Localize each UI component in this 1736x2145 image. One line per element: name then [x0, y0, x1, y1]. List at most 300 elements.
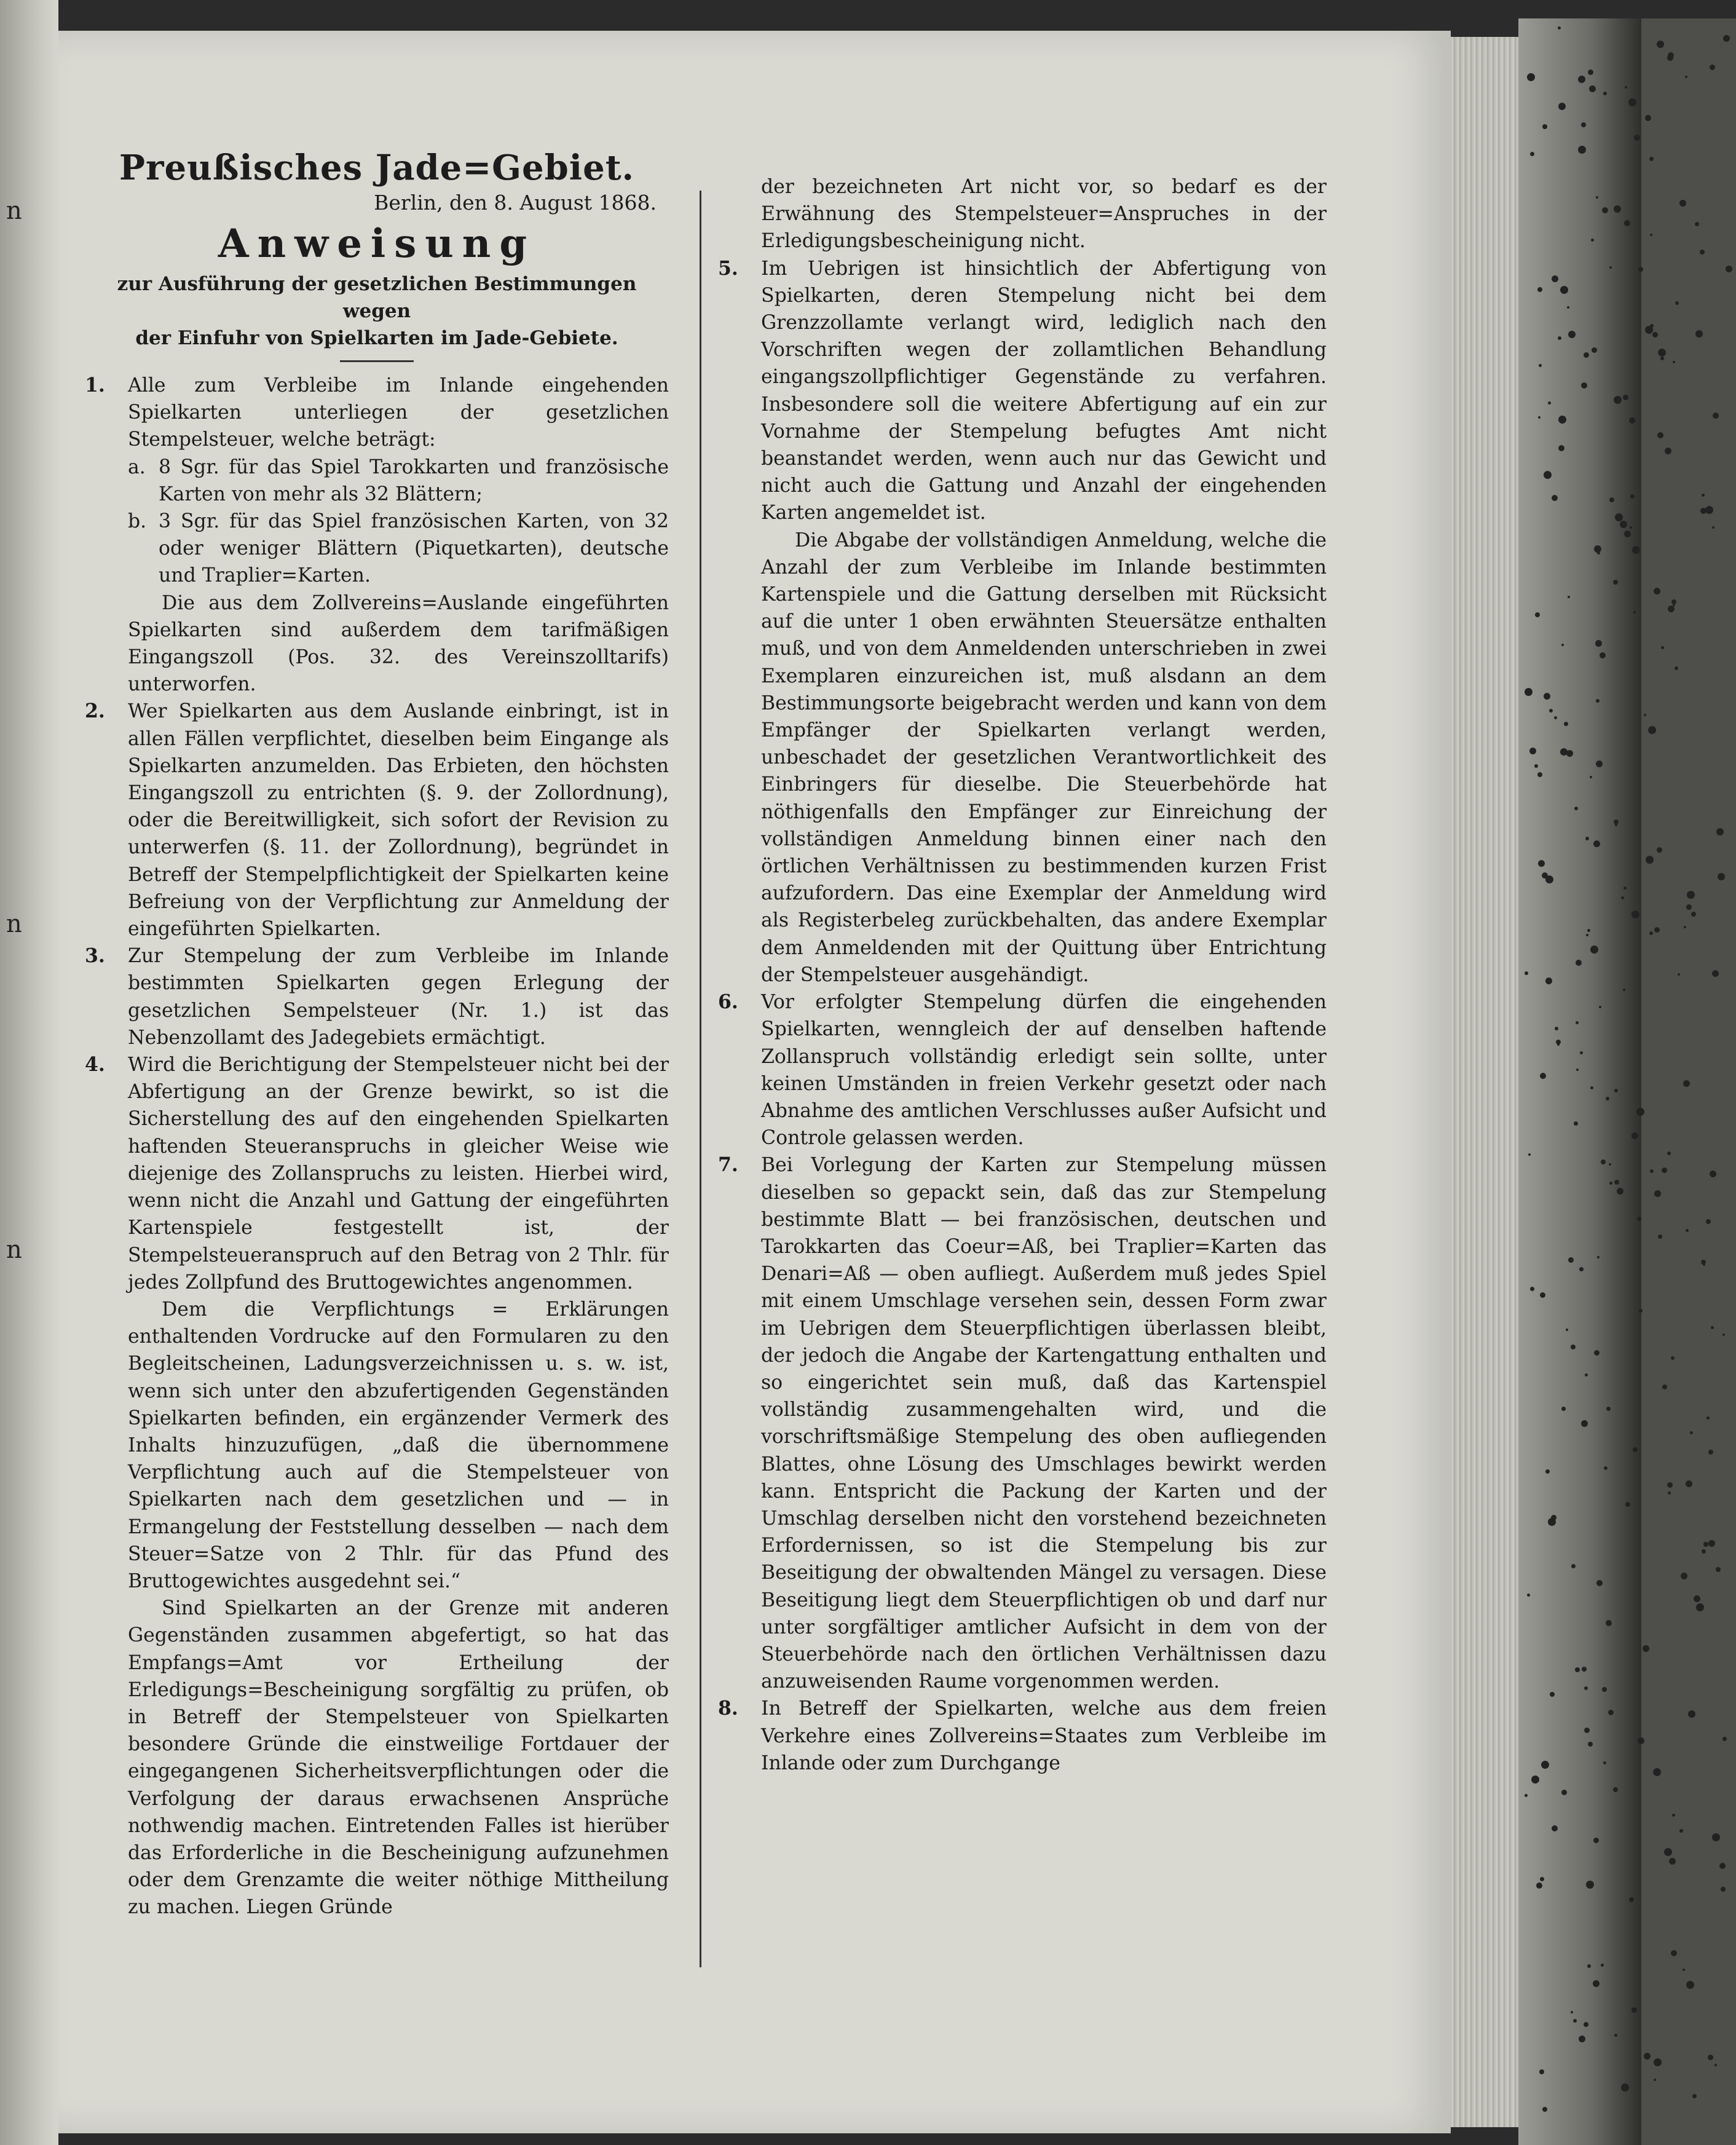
cover-speck [1581, 122, 1586, 127]
cover-speck [1614, 1089, 1618, 1092]
paragraph: Sind Spielkarten an der Grenze mit anderen Gegenständen zusammen abgefertigt, so hat das Empfangs=Amt vor Ertheilung der Erledigungs=Bescheinigung sorgfältig zu prüfen, ob in Betreff der Stempelsteuer von Spielkarten besondere Gründe die einstweilige Fortdauer der eingegangenen Sicherheitsverpflichtungen oder die Verfolgung der daraus erwachsenen Ansprüche nothwendig machen. Eintretenden Falles ist hierüber das Erforderliche in die Bescheinigung aufzunehmen oder dem Grenzamte die weiter nöthige Mittheilung zu machen. Liegen Gründe [128, 1597, 669, 1919]
cover-speck [1599, 1006, 1601, 1008]
cover-speck [1596, 1580, 1603, 1586]
right-column [718, 173, 1327, 1777]
cover-speck [1716, 828, 1724, 835]
cover-speck [1672, 1814, 1675, 1817]
subsection-letter: b. [128, 510, 147, 533]
cover-speck [1581, 1420, 1588, 1427]
section-number: 7. [718, 1153, 738, 1177]
cover-speck [1634, 135, 1640, 141]
cover-speck [1584, 1686, 1588, 1690]
cover-speck [1576, 960, 1582, 966]
cover-speck [1687, 891, 1695, 899]
cover-speck [1593, 1980, 1600, 1987]
cover-speck [1667, 55, 1673, 61]
column-divider [700, 191, 701, 1967]
cover-speck [1558, 103, 1566, 110]
cover-speck [1578, 76, 1585, 83]
cover-speck [1584, 352, 1589, 358]
cover-speck [1575, 1667, 1580, 1672]
cover-speck [1596, 699, 1600, 703]
cover-speck [1593, 1838, 1599, 1843]
cover-speck [1708, 1540, 1715, 1547]
cover-speck [1646, 856, 1654, 864]
cover-speck [1624, 887, 1627, 890]
cover-speck [1582, 1667, 1587, 1672]
cover-speck [1700, 250, 1705, 255]
cover-speck [1568, 596, 1570, 598]
cover-speck [1633, 611, 1636, 614]
cover-speck [1630, 526, 1632, 529]
cover-speck [1530, 152, 1534, 156]
cover-speck [1644, 714, 1646, 716]
cover-speck [1648, 726, 1656, 734]
cover-speck [1538, 860, 1545, 867]
cover-speck [1706, 1219, 1711, 1224]
cover-speck [1658, 1234, 1662, 1239]
section-text: Zur Stempelung der zum Verbleibe im Inlande bestimmten Spielkarten gegen Erlegung der gesetzlichen Sempelsteuer (Nr. 1.) ist das Nebenzollamt des Jadegebiets ermächtigt. [128, 945, 669, 1049]
cover-speck [1548, 401, 1551, 405]
cover-speck [1660, 357, 1664, 360]
cover-speck [1586, 1881, 1594, 1889]
cover-speck [1603, 1761, 1606, 1764]
heading-rule [340, 360, 414, 362]
cover-speck [1579, 1267, 1584, 1271]
cover-speck [1692, 2094, 1697, 2098]
cover-speck [1585, 837, 1589, 840]
cover-speck [1623, 989, 1625, 991]
cover-speck [1654, 2079, 1656, 2081]
cover-speck [1586, 934, 1588, 936]
cover-speck [1576, 1021, 1579, 1024]
cover-speck [1683, 1080, 1690, 1087]
cover-speck [1657, 41, 1664, 48]
cover-speck [1568, 331, 1576, 338]
cover-speck [1691, 912, 1696, 917]
document-heading: Anweisung [218, 221, 536, 267]
cover-speck [1686, 1981, 1694, 1989]
cover-speck [1705, 506, 1713, 514]
cover-speck [1578, 146, 1586, 154]
cover-speck [1636, 1108, 1644, 1116]
section-text: Bei Vorlegung der Karten zur Stempelung müssen dieselben so gepackt sein, daß das zur Stempelung bestimmte Blatt — bei französischen, deutschen und Tarokkarten das Coeur=Aß, bei Traplier=Karten das Denari=Aß — oben aufliegt. Außerdem muß jedes Spiel mit einem Umschlage versehen sein, dessen Form zwar im Uebrigen dem Steuerpflichtigen überlassen bleibt, der jedoch die Angabe der Kartengattung enthalten und so eingerichtet sein muß, daß das Kartenspiel vollständig zusammengehalten wird, und die vorschriftsmäßige Stempelung des oben aufliegenden Blattes, ohne Lösung des Umschlages bewirkt werden kann. Entspricht die Packung der Karten und der Umschlag derselben nicht den vorstehend bezeichneten Erfordernissen, so ist die Stempelung bis zur Beseitigung der obwaltenden Mängel zu versagen. Diese Beseitigung liegt dem Steuerpflichtigen ob und darf nur unter sorgfältiger amtlicher Aufsicht in dem von der Steuerbehörde nach den örtlichen Verhältnissen dazu anzuweisenden Raume vorgenommen werden. [761, 1154, 1327, 1693]
cover-speck [1602, 1687, 1607, 1692]
cover-speck [1638, 267, 1643, 272]
cover-speck [1714, 2064, 1717, 2066]
section-number: 5. [718, 256, 738, 280]
cover-speck [1560, 286, 1568, 294]
left-column [85, 148, 669, 1921]
cover-speck [1614, 2034, 1617, 2037]
cover-speck [1567, 306, 1569, 309]
cover-speck [1671, 1950, 1677, 1956]
cover-speck [1609, 497, 1614, 502]
cover-speck [1625, 1502, 1630, 1507]
cover-speck [1614, 396, 1622, 404]
cover-speck [1538, 416, 1541, 419]
cover-speck [1686, 1480, 1692, 1487]
cover-speck [1684, 926, 1686, 928]
subsection-a [128, 454, 669, 508]
cover-speck [1719, 1863, 1726, 1869]
cover-speck [1681, 1573, 1687, 1579]
left-page-margin [0, 0, 58, 2145]
cover-speck [1576, 1069, 1579, 1071]
cover-speck [1653, 1768, 1661, 1776]
section-6 [718, 989, 1327, 1152]
cover-speck [1621, 2084, 1629, 2092]
section-text: Wird die Berichtigung der Stempelsteuer nicht bei der Abfertigung an der Grenze bewirkt, so ist die Sicherstellung des auf den eingehenden Spielkarten haftenden Steueranspruchs in gleicher Weise wie diejenige des Zollanspruchs zu leisten. Hierbei wird, wenn nicht die Anzahl und Gattung der eingeführten Kartenspiele festgestellt ist, der Stempelsteueranspruch auf den Betrag von 2 Thlr. für jedes Zollpfund des Bruttogewichtes angenommen. [128, 1054, 669, 1294]
cover-speck [1587, 1964, 1591, 1968]
cover-speck [1589, 85, 1596, 92]
section-1 [85, 372, 669, 590]
cover-speck [1529, 748, 1536, 754]
cover-speck [1568, 1257, 1574, 1263]
cover-speck [1637, 1217, 1641, 1221]
cover-speck [1721, 1887, 1726, 1892]
cover-speck [1695, 222, 1699, 226]
cover-speck [1561, 1407, 1566, 1411]
cover-speck [1629, 417, 1635, 424]
cover-speck [1585, 1373, 1588, 1377]
cover-speck [1606, 1620, 1612, 1626]
cover-speck [1558, 26, 1561, 30]
section-3 [85, 942, 669, 1051]
continuation-paragraph: der bezeichneten Art nicht vor, so bedarf es der Erwähnung des Stempelsteuer=Anspruches in der Erledigungsbescheinigung nicht. [761, 176, 1327, 253]
document-subheading [85, 271, 669, 352]
cover-speck [1649, 931, 1653, 935]
cover-speck [1654, 927, 1660, 933]
cover-speck [1722, 1333, 1725, 1336]
cover-speck [1633, 1447, 1638, 1452]
section-number: 2. [85, 700, 105, 723]
section-text: Alle zum Verbleibe im Inlande eingehenden Spielkarten unterliegen der gesetzlichen Stempelsteuer, welche beträgt: [128, 374, 669, 451]
cover-speck [1540, 1877, 1544, 1881]
cover-speck [1662, 1385, 1667, 1389]
cover-speck [1708, 1450, 1713, 1455]
cover-speck [1658, 349, 1666, 357]
cover-speck [1540, 1292, 1545, 1298]
cover-speck [1566, 1329, 1568, 1331]
cover-speck [1710, 65, 1715, 70]
cover-speck [1566, 750, 1573, 757]
cover-speck [1597, 1256, 1600, 1258]
dateline: Berlin, den 8. August 1868. [374, 191, 657, 215]
cover-speck [1675, 666, 1678, 670]
cover-speck [1606, 1097, 1609, 1100]
subsection-letter: a. [128, 456, 146, 478]
cover-speck [1668, 1491, 1671, 1495]
cover-speck [1615, 513, 1623, 521]
cover-speck [1652, 332, 1658, 338]
cover-speck [1623, 395, 1628, 400]
cover-speck [1587, 929, 1590, 932]
cover-speck [1708, 2055, 1713, 2060]
cover-speck [1695, 330, 1703, 338]
section-number: 6. [718, 990, 738, 1014]
cover-speck [1596, 760, 1603, 767]
subsection-text: 8 Sgr. für das Spiel Tarokkarten und französische Karten von mehr als 32 Blättern; [159, 456, 669, 505]
cover-speck [1571, 1345, 1576, 1349]
cover-speck [1650, 324, 1654, 328]
cover-speck [1628, 98, 1636, 106]
cover-speck [1573, 2019, 1577, 2023]
cover-speck [1542, 2107, 1547, 2112]
cover-speck [1679, 200, 1686, 207]
document-title: Preußisches Jade=Gebiet. [119, 148, 635, 188]
cover-speck [1685, 76, 1687, 78]
paragraph: Dem die Verpflichtungs = Erklärungen enthaltenden Vordrucke auf den Formularen zu den Begleitscheinen, Ladungsverzeichnissen u. s. w. ist, wenn sich unter den abzufertigenden Gegenständen Spielkarten befinden, ein ergänzender Vermerk des Inhalts hinzuzufügen, „daß die übernommene Verpflichtung auch auf die Stempelsteuer von Spielkarten nach dem gesetzlichen und — in Ermangelung der Feststellung desselben — nach dem Steuer=Satze von 2 Thlr. für das Pfund des Bruttogewichtes ausgedehnt sei.“ [128, 1298, 669, 1592]
cover-speck [1657, 432, 1663, 438]
section-number: 4. [85, 1053, 105, 1076]
cover-speck [1545, 875, 1553, 883]
section-text: Wer Spielkarten aus dem Auslande einbringt, ist in allen Fällen verpflichtet, dieselben beim Eingange als Spielkarten anzumelden. Das Erbieten, den höchsten Eingangszoll zu entrichten (§. 9. der Zollordnung), oder die Bereitwilligkeit, sich sofort der Revision zu unterwerfen (§. 11. der Zollordnung), begründet in Betreff der Stempelpflichtigkeit der Spielkarten keine Befreiung von der Verpflichtung zur Anmeldung der eingeführten Spielkarten. [128, 700, 669, 941]
cover-speck [1556, 1040, 1561, 1045]
cover-speck [1535, 612, 1540, 617]
cover-speck [1554, 716, 1557, 719]
cover-speck [1654, 1190, 1661, 1197]
cover-speck [1584, 1728, 1590, 1733]
cover-speck [1544, 471, 1552, 479]
cover-speck [1595, 640, 1602, 647]
cover-speck [1600, 652, 1606, 658]
cover-speck [1643, 1645, 1649, 1652]
cover-speck [1601, 1159, 1606, 1164]
cover-speck [1667, 1482, 1673, 1488]
section-number: 8. [718, 1697, 738, 1720]
cover-speck [1581, 382, 1587, 389]
cover-speck [1710, 1171, 1716, 1177]
cover-speck [1539, 364, 1542, 367]
cover-speck [1530, 1287, 1534, 1291]
cover-speck [1603, 92, 1607, 95]
cover-speck [1723, 35, 1730, 42]
cover-speck [1590, 946, 1598, 954]
cover-speck [1664, 1848, 1672, 1856]
section-2 [85, 698, 669, 942]
cover-speck [1712, 970, 1719, 977]
cover-speck [1540, 1073, 1546, 1079]
cover-speck [1609, 266, 1612, 269]
page-edges [1451, 37, 1518, 2127]
cover-speck [1649, 157, 1654, 161]
cover-speck [1609, 1182, 1612, 1185]
cover-speck [1668, 606, 1675, 612]
cover-speck [1588, 69, 1593, 75]
cover-speck [1571, 2011, 1573, 2013]
cover-speck [1604, 1466, 1608, 1470]
cover-speck [1527, 1594, 1530, 1597]
cover-speck [1690, 1431, 1693, 1434]
cover-speck [1644, 2053, 1651, 2060]
cover-speck [1718, 873, 1725, 880]
cover-speck [1614, 1180, 1619, 1185]
cover-speck [1688, 1710, 1695, 1718]
cover-speck [1706, 1416, 1710, 1420]
cover-speck [1580, 1051, 1583, 1054]
cover-speck [1542, 124, 1547, 129]
cover-speck [1617, 1188, 1624, 1195]
cover-speck [1614, 205, 1621, 213]
cover-speck [1591, 239, 1594, 242]
cover-speck [1549, 709, 1553, 713]
cover-speck [1527, 73, 1535, 81]
cover-speck [1631, 1132, 1638, 1139]
cover-speck [1671, 1356, 1675, 1360]
cover-speck [1625, 86, 1627, 89]
cover-speck [1555, 1027, 1558, 1030]
subheading-line: der Einfuhr von Spielkarten im Jade-Gebiete. [135, 327, 618, 349]
cover-speck [1667, 1152, 1671, 1155]
cover-speck [1671, 599, 1676, 604]
cover-speck [1579, 2036, 1585, 2042]
cover-speck [1606, 1407, 1611, 1411]
cover-speck [1601, 1964, 1604, 1967]
cover-speck [1638, 1737, 1644, 1744]
cover-speck [1552, 275, 1558, 282]
cover-speck [1712, 526, 1714, 529]
cover-speck [1662, 1167, 1667, 1173]
margin-fragment: n [6, 910, 22, 938]
cover-speck [1683, 1969, 1685, 1971]
section-text: Vor erfolgter Stempelung dürfen die eingehenden Spielkarten, wenngleich der auf denselben haftende Zollanspruch vollständig erledigt sein sollte, unter keinen Umständen in freien Verkehr gesetzt oder nach Abnahme des amtlichen Verschlusses außer Aufsicht und Controle gelassen werden. [761, 991, 1327, 1150]
cover-speck [1571, 1564, 1576, 1568]
cover-speck [1536, 1882, 1542, 1889]
cover-speck [1701, 1260, 1706, 1265]
cover-speck [1552, 495, 1558, 501]
section-text: In Betreff der Spielkarten, welche aus dem freien Verkehre eines Zollvereins=Staates zum Verbleibe im Inlande oder zum Durchgange [761, 1697, 1327, 1774]
cover-speck [1631, 2007, 1637, 2013]
cover-speck [1592, 347, 1597, 353]
cover-speck [1548, 1518, 1556, 1526]
subheading-line: zur Ausführung der gesetzlichen Bestimmungen wegen [117, 273, 637, 322]
paragraph: Die Abgabe der vollständigen Anmeldung, welche die Anzahl der zum Verbleibe im Inlande bestimmten Kartenspiele und die Gattung derselben mit Rücksicht auf die unter 1 oben erwähnten Steuersätze enthalten muß, und von dem Anmeldenden unterschrieben in zwei Exemplaren einzureichen ist, muß alsdann an dem Bestimmungsorte beigebracht werden und kann von dem Empfänger der Spielkarten verlangt werden, unbeschadet der gesetzlichen Verantwortlichkeit des Einbringers für dieselbe. Die Steuerbehörde hat nöthigenfalls den Empfänger zur Einreichung der vollständigen Anmeldung binnen einer nach den örtlichen Verhältnissen zu bestimmenden kurzen Frist aufzufordern. Das eine Exemplar der Anmeldung wird als Registerbeleg zurückbehalten, das andere Exemplar dem Anmeldenden mit der Quittung über Entrichtung der Stempelsteuer ausgehändigt. [761, 529, 1327, 986]
cover-speck [1545, 978, 1552, 984]
cover-speck [1609, 1163, 1611, 1166]
margin-fragment: n [6, 1236, 22, 1264]
subsection-text: 3 Sgr. für das Spiel französischen Karten, von 32 oder weniger Blättern (Piquetkarten), deutsche und Traplier=Karten. [159, 510, 669, 587]
cover-speck [1545, 1469, 1550, 1474]
cover-speck [1550, 1692, 1555, 1697]
cover-speck [1650, 234, 1652, 236]
cover-speck [1669, 1858, 1676, 1865]
cover-speck [1613, 1787, 1618, 1792]
cover-speck [1726, 266, 1732, 272]
cover-speck [1528, 1153, 1531, 1156]
cover-speck [1694, 1595, 1700, 1602]
section-text: Im Uebrigen ist hinsichtlich der Abfertigung von Spielkarten, deren Stempelung nicht bei dem Grenzzollamte verlangt wird, lediglich nach den Vorschriften wegen der zollamtlichen Behandlung eingangszollpflichtiger Gegenstände zu verfahren. Insbesondere soll die weitere Abfertigung auf ein zur Vornahme der Stempelung befugtes Amt nicht beanstandet werden, wenn auch nur das Gewicht und nicht auch die Gattung und Anzahl der eingehenden Karten angemeldet ist. [761, 257, 1327, 524]
cover-speck [1584, 2022, 1588, 2027]
cover-speck [1613, 580, 1618, 585]
cover-speck [1624, 531, 1631, 537]
book-cover-edge [1518, 18, 1641, 2145]
cover-speck [1608, 1710, 1614, 1715]
cover-speck [1558, 416, 1566, 424]
section-7 [718, 1152, 1327, 1695]
section-8 [718, 1695, 1327, 1777]
cover-speck [1630, 494, 1635, 499]
cover-speck [1678, 973, 1680, 976]
cover-speck [1673, 361, 1675, 363]
cover-speck [1552, 1825, 1558, 1831]
cover-speck [1593, 840, 1600, 847]
cover-speck [1716, 1567, 1721, 1572]
cover-speck [1588, 1742, 1593, 1747]
cover-speck [1654, 588, 1660, 595]
cover-speck [1679, 1829, 1683, 1833]
section-number: 3. [85, 944, 105, 968]
cover-speck [1722, 1737, 1727, 1741]
cover-speck [1564, 722, 1568, 726]
cover-speck [1675, 301, 1679, 305]
cover-speck [1525, 1794, 1528, 1797]
paragraph: Die aus dem Zollvereins=Auslande eingeführten Spielkarten sind außerdem dem tarifmäßigen Eingangszoll (Pos. 32. des Vereinszolltarifs) unterworfen. [128, 591, 669, 696]
cover-speck [1654, 2058, 1662, 2066]
cover-speck [1629, 1897, 1634, 1902]
cover-speck [1594, 1350, 1600, 1356]
cover-speck [1537, 287, 1542, 292]
cover-speck [1561, 644, 1564, 646]
cover-speck [1541, 1761, 1549, 1769]
cover-speck [1574, 807, 1578, 810]
cover-speck [1703, 1542, 1708, 1547]
cover-speck [1590, 776, 1592, 778]
cover-speck [1534, 764, 1538, 768]
cover-speck [1624, 220, 1630, 226]
cover-speck [1711, 1326, 1714, 1329]
cover-speck [1665, 448, 1671, 454]
cover-speck [1686, 904, 1692, 910]
subsection-b [128, 508, 669, 590]
cover-speck [1712, 1833, 1720, 1841]
cover-speck [1632, 546, 1640, 554]
cover-speck [1645, 115, 1651, 121]
cover-speck [1531, 1776, 1539, 1784]
section-5 [718, 255, 1327, 527]
cover-speck [1561, 1790, 1567, 1795]
cover-speck [1620, 521, 1627, 528]
cover-speck [1558, 445, 1564, 451]
cover-speck [1525, 688, 1533, 696]
cover-speck [1597, 551, 1600, 555]
cover-speck [1639, 1309, 1643, 1313]
margin-fragment: n [6, 197, 22, 225]
cover-speck [1602, 207, 1608, 213]
section-number: 1. [85, 374, 105, 397]
cover-speck [1537, 772, 1542, 777]
cover-speck [1621, 896, 1624, 899]
cover-speck [1525, 971, 1528, 975]
section-4 [85, 1051, 669, 1296]
cover-speck [1702, 1549, 1706, 1554]
cover-speck [1650, 1169, 1654, 1173]
cover-speck [1661, 646, 1664, 649]
cover-speck [1539, 2069, 1544, 2074]
cover-speck [1590, 1086, 1593, 1089]
cover-speck [1544, 693, 1550, 700]
cover-speck [1558, 336, 1561, 340]
cover-speck [1686, 1229, 1689, 1232]
cover-speck [1657, 847, 1662, 853]
cover-speck [1696, 1603, 1704, 1611]
cover-speck [1713, 413, 1719, 419]
cover-speck [1702, 494, 1705, 497]
cover-speck [1631, 911, 1639, 918]
cover-speck [1614, 820, 1619, 824]
cover-speck [1574, 1121, 1578, 1126]
cover-speck [1596, 196, 1598, 199]
